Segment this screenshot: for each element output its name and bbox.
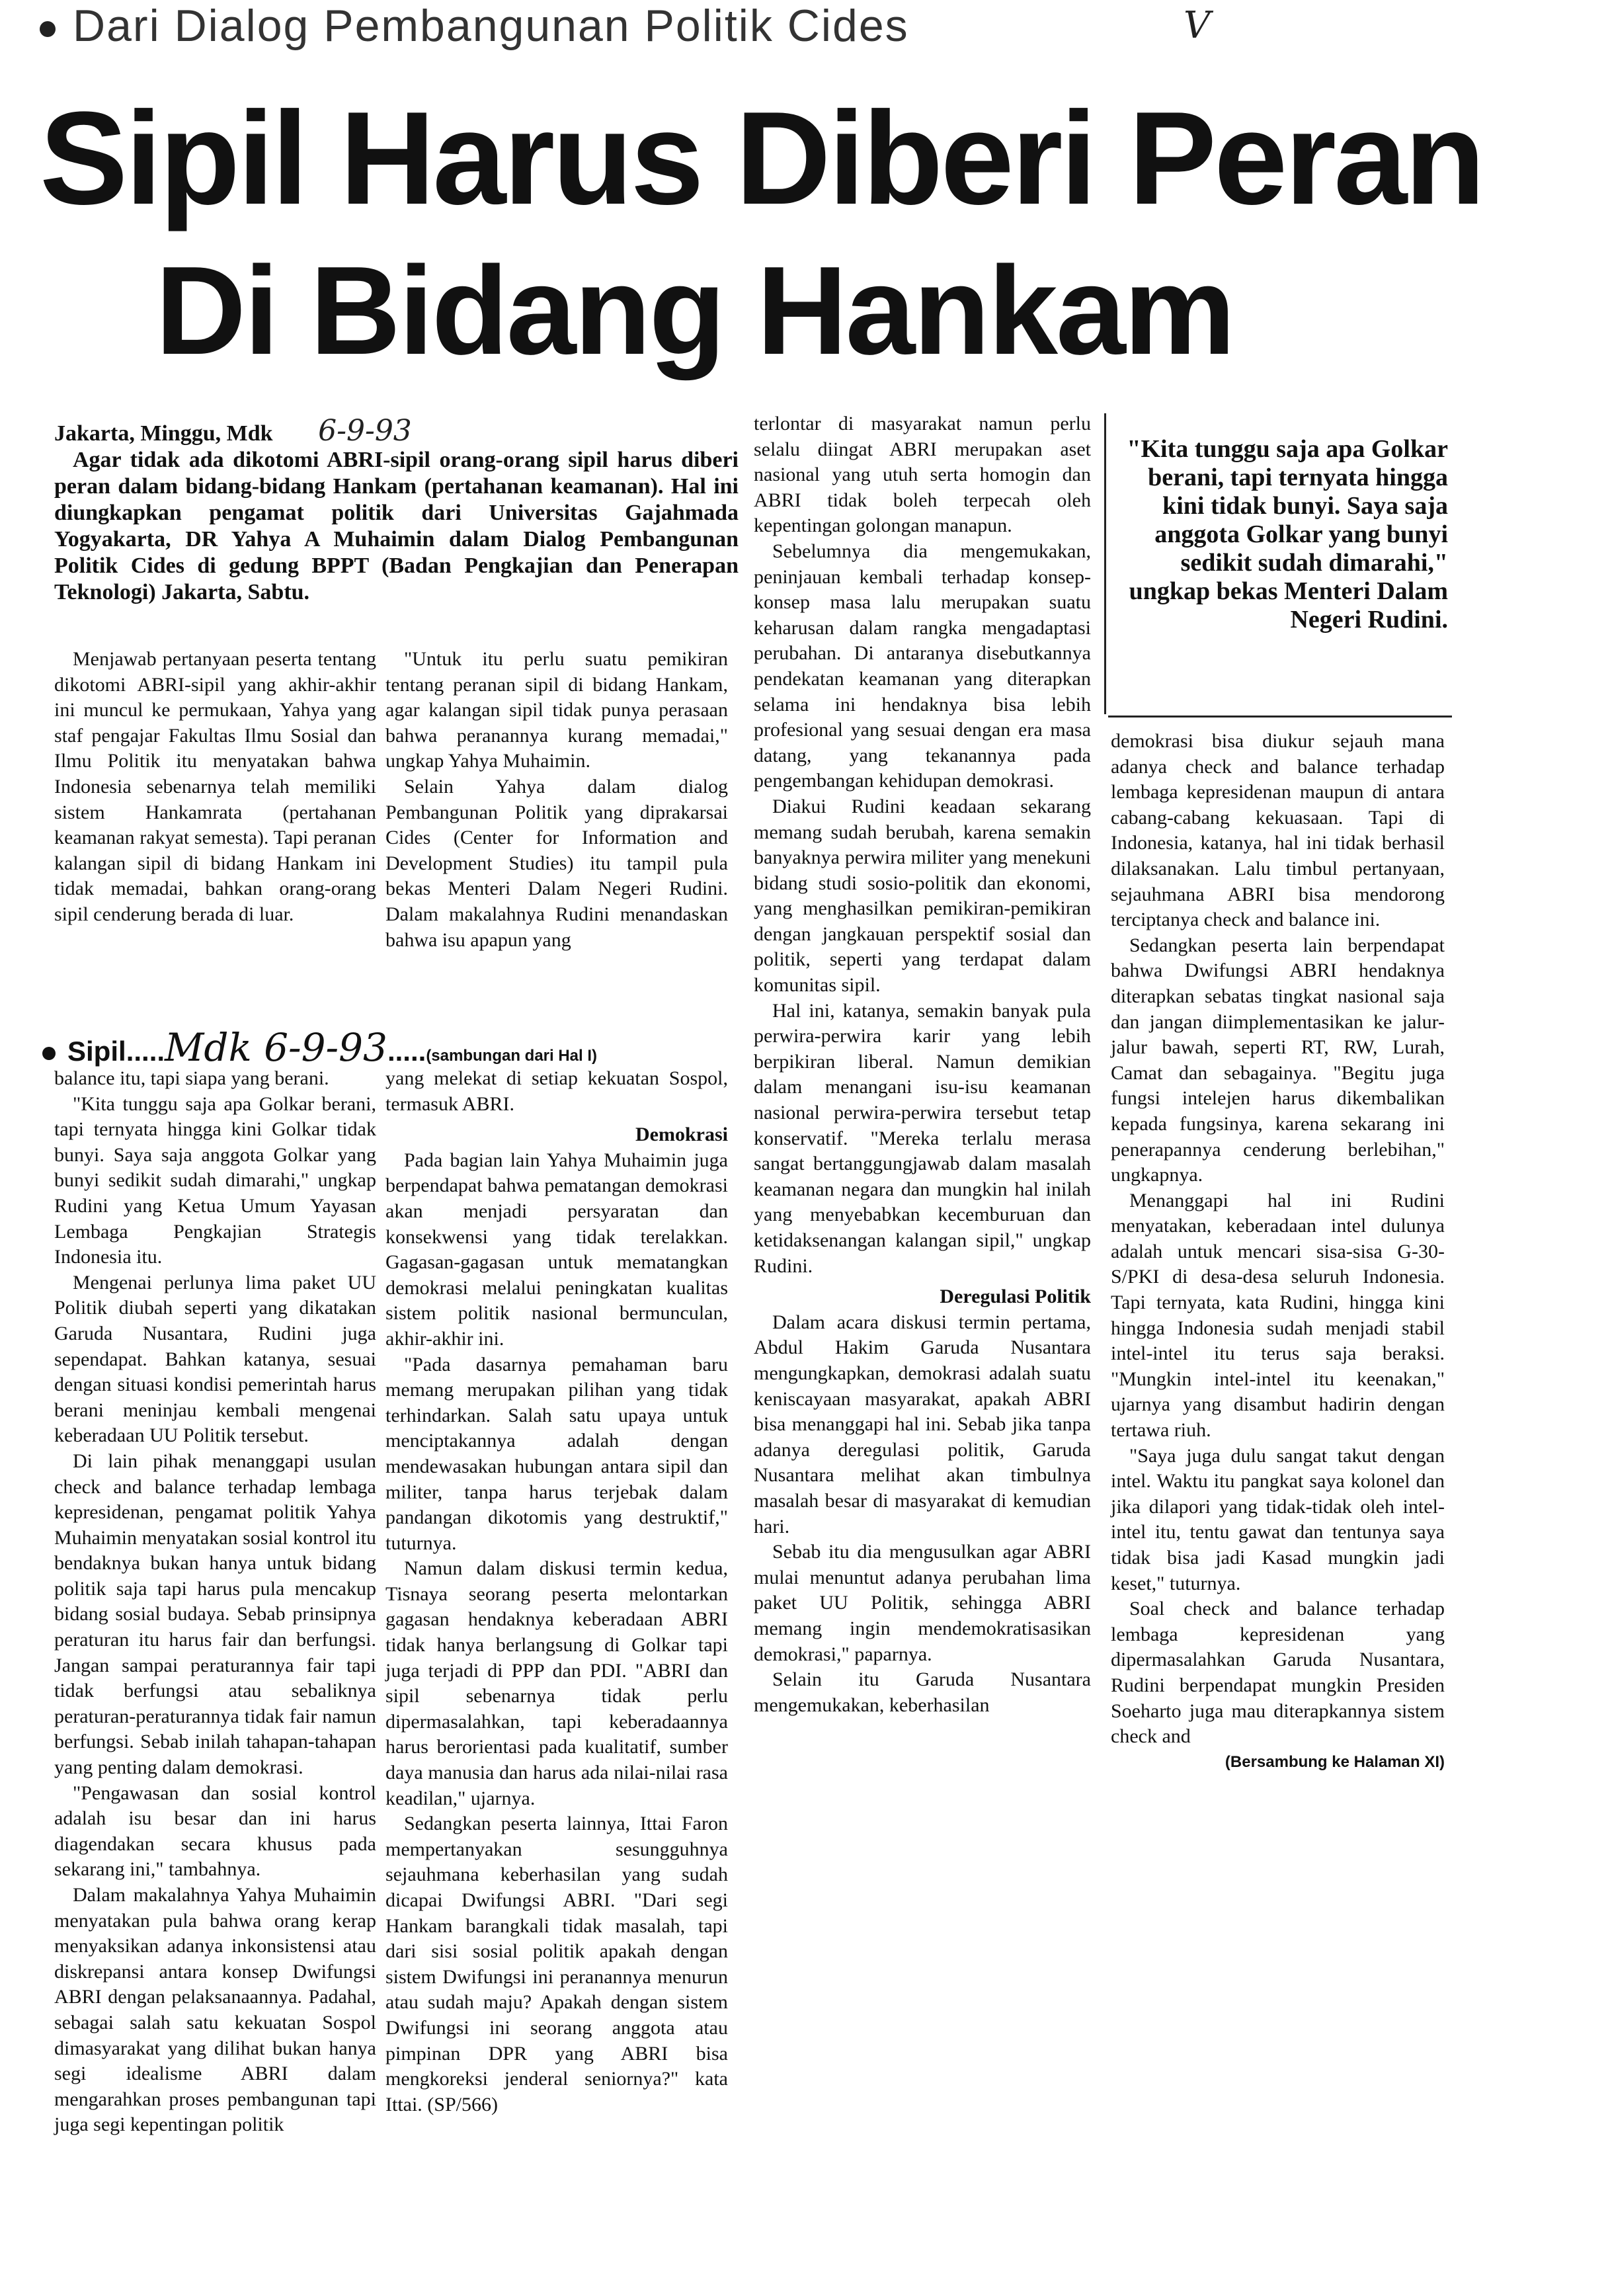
paragraph: balance itu, tapi siapa yang berani. [54, 1067, 329, 1089]
subheading-demokrasi: Demokrasi [635, 1124, 728, 1146]
paragraph: Soal check and balance terhadap lembaga kepresidenan yang dipermasalahkan Garuda Nusantara, Rudini berpendapat mungkin Presiden Soeharto juga mau diterapkannya sistem check and [1111, 1598, 1445, 1748]
subheading-deregulasi: Deregulasi Politik [940, 1286, 1091, 1308]
paragraph: yang melekat di setiap kekuatan Sospol, termasuk ABRI. [385, 1067, 728, 1115]
continued-note: (Bersambung ke Halaman XI) [1225, 1752, 1445, 1771]
paragraph: Pada bagian lain Yahya Muhaimin juga berpendapat bahwa pematangan demokrasi akan menjadi persyaratan dan konsekwensi yang tidak terelakkan. Gagasan-gagasan untuk mematangkan demokrasi melalui peningkatan kualitas sistem politik nasional bermunculan, akhir-akhir ini. [385, 1149, 728, 1350]
continuation-label: Sipil [67, 1036, 126, 1067]
pull-quote: "Kita tunggu saja apa Golkar berani, tapi ternyata hingga kini tidak bunyi. Saya saja anggota Golkar yang bunyi sedikit sudah dimarahi," ungkap bekas Menteri Dalam Negeri Rudini. [1127, 435, 1448, 634]
paragraph: "Kita tunggu saja apa Golkar berani, tapi ternyata hingga kini Golkar tidak bunyi. Saya saja anggota Golkar yang bunyi sedikit sudah dimarahi," ungkap Rudini yang Ketua Umum Yayasan Lembaga Pengkajian Strategis Indonesia itu. [54, 1092, 376, 1268]
divider [1108, 716, 1452, 718]
article-column-4 [1111, 729, 1445, 1775]
handwritten-date: 6-9-93 [318, 414, 412, 448]
continuation-note: (sambungan dari Hal I) [426, 1047, 598, 1065]
lead-paragraph [54, 414, 739, 606]
paragraph: Sedangkan peserta lainnya, Ittai Faron mempertanyakan sesungguhnya sejauhmana keberhasilan yang sudah dicapai Dwifungsi ABRI. "Dari segi Hankam barangkali tidak masalah, tapi dari sisi sosial politik apakah dengan sistem Dwifungsi ini peranannya menurun atau sudah maju? Apakah dengan sistem Dwifungsi ini seorang anggota atau pimpinan DPR yang ABRI bisa mengkoreksi jenderal seniornya?" kata Ittai. (SP/566) [385, 1813, 728, 2115]
paragraph: Sebelumnya dia mengemukakan, peninjauan kembali terhadap konsep-konsep masa lalu merupakan suatu keharusan dalam rangka mengadaptasi perubahan. Di antaranya disebutkannya pendekatan keamanan yang diterapkan selama ini hendaknya bisa lebih profesional yang sesuai dengan era masa datang, yang tekanannya pada pengembangan kehidupan demokrasi. [754, 540, 1091, 792]
headline-line-1: Sipil Harus Diberi Peran [40, 85, 1483, 232]
paragraph: Selain itu Garuda Nusantara mengemukakan, keberhasilan [754, 1668, 1091, 1716]
continuation-header: Sipil.....Mdk 6-9-93.....(sambungan dari Hal I) [42, 1025, 597, 1070]
paragraph: Dalam acara diskusi termin pertama, Abdul Hakim Garuda Nusantara mengungkapkan, demokrasi adalah suatu keniscayaan masyarakat, apakah ABRI bisa menanggapi hal ini. Sebab jika tanpa adanya deregulasi politik, Garuda Nusantara melihat akan timbulnya masalah besar di masyarakat di kemudian hari. [754, 1311, 1091, 1538]
paragraph: Hal ini, katanya, semakin banyak pula perwira-perwira karir yang lebih berpikiran liberal. Namun demikian dalam menangani isu-isu keamanan nasional perwira-perwira tersebut tetap konservatif. "Mereka terlalu merasa sangat bertanggungjawab dalam masalah keamanan negara dan mungkin hal inilah yang menyebabkan kecemburuan dan ketidaksenangan kalangan sipil," ungkap Rudini. [754, 999, 1091, 1277]
paragraph: Menanggapi hal ini Rudini menyatakan, keberadaan intel dulunya adalah untuk mencari sisa-sisa G-30-S/PKI di desa-desa seluruh Indonesia. Tapi ternyata, kata Rudini, hingga kini hingga Indonesia sudah menjadi stabil intel-intel itu terus saja beraksi. "Mungkin intel-intel itu keenakan," ujarnya yang disambut hadirin dengan tertawa riuh. [1111, 1189, 1445, 1442]
handwritten-date: Mdk 6-9-93 [165, 1025, 387, 1070]
paragraph: Di lain pihak menanggapi usulan check and balance terhadap lembaga kepresidenan, pengamat politik Yahya Muhaimin menyatakan sosial kontrol itu bendaknya bukan hanya untuk bidang politik saja tapi harus pula mencakup bidang sosial budaya. Sebab prinsipnya peraturan itu harus fair dan berfungsi. Jangan sampai peraturannya fair tapi tidak berfungsi atau sebaliknya peraturan-peraturannya tidak fair namun berfungsi. Sebab inilah tahapan-tahapan yang penting dalam demokrasi. [54, 1450, 376, 1779]
paragraph: Namun dalam diskusi termin kedua, Tisnaya seorang peserta melontarkan gagasan hendaknya keberadaan ABRI tidak hanya berlangsung di Golkar tapi juga terjadi di PPP dan PDI. "ABRI dan sipil sebenarnya tidak perlu dipermasalahkan, tapi keberadaannya harus berorientasi pada kualitatif, sumber daya manusia dan harus ada nilai-nilai rasa keadilan," ujarnya. [385, 1557, 728, 1809]
paragraph: Diakui Rudini keadaan sekarang memang sudah berubah, karena semakin banyaknya perwira militer yang menekuni bidang studi sosio-politik dan ekonomi, yang menghasilkan pemikiran-pemikiran dengan jangkauan perspektif sosial dan politik, seperti yang terdapat dalam komunitas sipil. [754, 795, 1091, 997]
paragraph: Selain Yahya dalam dialog Pembangunan Politik yang diprakarsai Cides (Center for Information and Development Studies) itu tampil pula bekas Menteri Dalam Negeri Rudini. Dalam makalahnya Rudini menandaskan bahwa isu apapun yang [385, 775, 728, 951]
continuation-column-1 [54, 1066, 376, 2138]
paragraph: Menjawab pertanyaan peserta tentang dikotomi ABRI-sipil yang akhir-akhir ini muncul ke permukaan, Yahya yang staf pengajar Fakultas Ilmu Sosial dan Ilmu Politik itu menyatakan bahwa Indonesia sebenarnya telah memiliki sistem Hankamrata (pertahanan keamanan rakyat semesta). Tapi peranan kalangan sipil di bidang Hankam ini tidak memadai, bahkan orang-orang sipil cenderung berada di luar. [54, 648, 376, 925]
paragraph: "Pada dasarnya pemahaman baru memang merupakan pilihan yang tidak terhindarkan. Salah satu upaya untuk menciptakannya adalah dengan mendewasakan hubungan antara sipil dan militer, tanpa harus terjebak dalam pandangan dikotomis yang destruktif," tuturnya. [385, 1353, 728, 1554]
kicker [40, 0, 909, 52]
paragraph: Sebab itu dia mengusulkan agar ABRI mulai menuntut adanya perubahan lima paket UU Politik, sehingga ABRI memang ingin mendemokratisasikan demokrasi," paparnya. [754, 1541, 1091, 1665]
article-column-3 [754, 411, 1091, 1718]
kicker-text: Dari Dialog Pembangunan Politik Cides [73, 1, 909, 51]
paragraph: "Untuk itu perlu suatu pemikiran tentang peranan sipil di bidang Hankam, agar kalangan sipil tidak punya perasaan bahwa peranannya kurang memadai," ungkap Yahya Muhaimin. [385, 648, 728, 772]
headline-line-2: Di Bidang Hankam [155, 241, 1234, 381]
paragraph: "Pengawasan dan sosial kontrol adalah isu besar dan ini harus diagendakan secara khusus pada sekarang ini," tambahnya. [54, 1782, 376, 1881]
article-column-1 [54, 647, 376, 928]
lead-text: Agar tidak ada dikotomi ABRI-sipil orang-orang sipil harus diberi peran dalam bidang-bidang Hankam (pertahanan keamanan). Hal ini diungkapkan pengamat politik dari Universitas Gajahmada Yogyakarta, DR Yahya A Muhaimin dalam Dialog Pembangunan Politik Cides di gedung BPPT (Badan Pengkajian dan Penerapan Teknologi) Jakarta, Sabtu. [54, 448, 739, 604]
paragraph: terlontar di masyarakat namun perlu selalu diingat ABRI merupakan aset nasional yang utuh serta homogin dan ABRI tidak boleh terpecah oleh kepentingan golongan manapun. [754, 413, 1091, 537]
bullet-icon [42, 1047, 56, 1060]
paragraph: demokrasi bisa diukur sejauh mana adanya check and balance terhadap lembaga kepresidenan maupun di antara cabang-cabang kekuasaan. Tapi di Indonesia, katanya, hal ini tidak berhasil dilaksanakan. Lalu timbul pertanyaan, sejauhmana ABRI bisa mendorong terciptanya check and balance ini. [1111, 730, 1445, 931]
divider [1104, 413, 1106, 714]
continuation-column-2 [385, 1066, 728, 2117]
article-column-2 [385, 647, 728, 953]
paragraph: Mengenai perlunya lima paket UU Politik diubah seperti yang dikatakan Garuda Nusantara, Rudini juga sependapat. Bahkan katanya, sesuai dengan situasi kondisi pemerintah harus berani meninjau kembali mengenai keberadaan UU Politik tersebut. [54, 1271, 376, 1447]
paragraph: "Saya juga dulu sangat takut dengan intel. Waktu itu pangkat saya kolonel dan jika dilapori yang tidak-tidak oleh intel-intel itu, tentu gawat dan tentunya saya tidak bisa jadi Kasad mungkin jadi keset," tuturnya. [1111, 1444, 1445, 1594]
bullet-icon [40, 21, 56, 37]
dateline: Jakarta, Minggu, Mdk [54, 421, 273, 446]
handwritten-tick: V [1184, 4, 1211, 47]
paragraph: Sedangkan peserta lain berpendapat bahwa Dwifungsi ABRI hendaknya diterapkan sebatas tingkat nasional saja dan jangan diimplementasikan ke jalur-jalur bawah, seperti RT, RW, Lurah, Camat dan sebagainya. "Begitu juga fungsi intelejen harus dikembalikan kepada fungsinya, karena sekarang ini penerapannya cenderung berlebihan," ungkapnya. [1111, 934, 1445, 1186]
paragraph: Dalam makalahnya Yahya Muhaimin menyatakan pula bahwa orang kerap menyaksikan adanya inkonsistensi atau diskrepansi antara konsep Dwifungsi ABRI dengan pelaksanaannya. Padahal, sebagai salah satu kekuatan Sospol dimasyarakat yang dilihat bukan hanya segi idealisme ABRI dalam mengarahkan proses pembangunan tapi juga segi kepentingan politik [54, 1884, 376, 2136]
